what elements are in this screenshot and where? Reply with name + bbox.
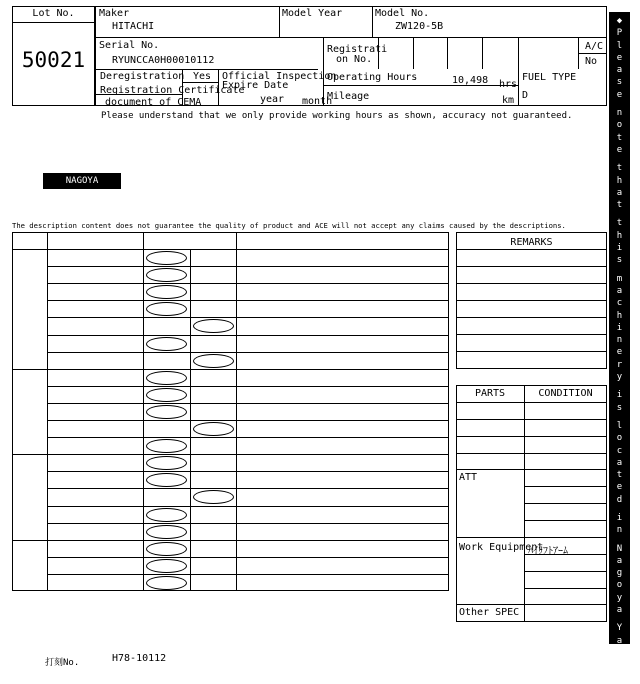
serial-label: Serial No. (99, 40, 160, 51)
table-row-divider (47, 574, 449, 575)
sidebar-char: n (616, 335, 623, 346)
ok-selected-oval (146, 559, 187, 573)
sidebar-char: y (616, 372, 623, 383)
sidebar-char: c (616, 298, 623, 309)
sidebar-char: m (616, 273, 623, 284)
table-row-divider (47, 523, 449, 524)
work-equipment-value: ﾊｲﾘﾌﾄｱｰﾑ (528, 546, 568, 557)
remarks-box-header: REMARKS (510, 237, 553, 248)
inspection-label-1: Official Inspection (222, 71, 337, 82)
table-row-divider (47, 266, 449, 267)
group-label (12, 454, 47, 540)
sidebar-char: y (616, 592, 623, 603)
location-sidebar (609, 12, 630, 683)
deregistration-label: Deregistration (100, 71, 185, 82)
sidebar-char: r (616, 647, 623, 658)
sidebar-char: t (616, 132, 623, 143)
stamp-value: H78-10112 (112, 653, 167, 664)
poor-selected-oval (193, 354, 234, 368)
group-divider (12, 540, 449, 541)
hrs-unit: hrs (499, 79, 518, 90)
sidebar-char: l (616, 420, 623, 431)
sidebar-char: Y (616, 623, 623, 634)
ok-selected-oval (146, 337, 187, 351)
sidebar-char: e (616, 89, 623, 100)
sidebar-char: t (616, 200, 623, 211)
sidebar-char: g (616, 568, 623, 579)
sidebar-char: t (616, 163, 623, 174)
sidebar-char: P (616, 28, 623, 39)
sidebar-char: a (616, 635, 623, 646)
sidebar-char: a (616, 187, 623, 198)
sidebar-char: N (616, 543, 623, 554)
sidebar-char: r (616, 359, 623, 370)
sidebar-char: s (616, 255, 623, 266)
year-label: year (260, 94, 285, 105)
registration-label-1: Registrati (327, 44, 388, 55)
sidebar-char: c (616, 445, 623, 456)
sidebar-char: e (616, 347, 623, 358)
sidebar-char: a (616, 457, 623, 468)
disclaimer: The description content does not guarantee the quality of product and ACE will not accept any claims caused by the descriptions. (12, 221, 566, 230)
sidebar-char: i (616, 322, 623, 333)
work-equipment-label: Work Equipment (459, 542, 544, 553)
fuel-type-label: FUEL TYPE (522, 72, 577, 83)
ok-selected-oval (146, 388, 187, 402)
maker-value: HITACHI (112, 21, 155, 32)
att-label: ATT (459, 472, 478, 483)
op-hours-value: 10,498 (452, 75, 489, 86)
lot-label: Lot No. (32, 8, 75, 19)
group-divider (12, 454, 449, 455)
poor-selected-oval (193, 422, 234, 436)
sidebar-char: d (616, 494, 623, 505)
ok-selected-oval (146, 371, 187, 385)
sidebar-char: a (616, 555, 623, 566)
sidebar-char: a (616, 65, 623, 76)
other-spec-label: Other SPEC (459, 607, 520, 618)
sidebar-char: s (616, 402, 623, 413)
sidebar-char: o (616, 433, 623, 444)
sidebar-char: s (616, 77, 623, 88)
sidebar-char: h (616, 310, 623, 321)
table-row-divider (47, 403, 449, 404)
table-row-divider (47, 317, 449, 318)
ok-selected-oval (146, 525, 187, 539)
deregistration-value: Yes (193, 71, 212, 82)
sidebar-char: o (616, 120, 623, 131)
group-label (12, 249, 47, 369)
condition-table-border (12, 232, 449, 591)
table-row-divider (47, 420, 449, 421)
sidebar-char: ◆ (616, 672, 623, 683)
km-unit: km (502, 95, 515, 106)
model-year-label: Model Year (282, 8, 343, 19)
ok-selected-oval (146, 508, 187, 522)
registration-label-2: on No. (336, 54, 373, 65)
parts-header: PARTS (474, 388, 506, 399)
sidebar-char: o (616, 580, 623, 591)
ac-value: No (585, 56, 598, 67)
sidebar-char: ◆ (616, 16, 623, 26)
sidebar-char: i (616, 512, 623, 523)
sidebar-char: d (616, 660, 623, 671)
maker-label: Maker (99, 8, 130, 19)
location-badge: NAGOYA (43, 173, 121, 189)
table-row-divider (47, 437, 449, 438)
table-row-divider (47, 488, 449, 489)
inspection-label-2: Expire Date (222, 80, 289, 91)
table-column-divider (236, 232, 237, 591)
ok-selected-oval (146, 542, 187, 556)
group-divider (12, 369, 449, 370)
sidebar-char: a (616, 285, 623, 296)
group-label (12, 369, 47, 461)
reg-cert-label: Registration Certificate (100, 85, 245, 96)
sidebar-char: h (616, 230, 623, 241)
table-row-divider (47, 471, 449, 472)
ac-label: A/C (585, 41, 604, 52)
op-hours-label: Operating Hours (327, 72, 418, 83)
table-column-divider (143, 232, 144, 591)
ok-selected-oval (146, 439, 187, 453)
table-header-divider (12, 249, 449, 250)
ok-selected-oval (146, 251, 187, 265)
ok-selected-oval (146, 268, 187, 282)
table-row-divider (47, 506, 449, 507)
mileage-label: Mileage (327, 91, 370, 102)
sidebar-char: a (616, 605, 623, 616)
sidebar-char: i (616, 243, 623, 254)
sidebar-char: i (616, 390, 623, 401)
table-column-divider (47, 232, 48, 591)
cema-label: document of CEMA (105, 97, 202, 108)
ok-selected-oval (146, 405, 187, 419)
ok-selected-oval (146, 576, 187, 590)
fuel-type-value: D (522, 90, 529, 101)
sidebar-char: t (616, 470, 623, 481)
hours-notice: Please understand that we only provide working hours as shown, accuracy not guaranteed. (101, 111, 573, 121)
stamp-label: 打刻No. (45, 658, 80, 668)
table-row-divider (47, 557, 449, 558)
table-row-divider (47, 386, 449, 387)
sidebar-char: n (616, 108, 623, 119)
table-row-divider (47, 300, 449, 301)
month-label: month (302, 96, 333, 107)
sidebar-char: h (616, 175, 623, 186)
sidebar-char: n (616, 525, 623, 536)
table-row-divider (47, 352, 449, 353)
sidebar-char: e (616, 482, 623, 493)
sidebar-char: e (616, 52, 623, 63)
table-row-divider (47, 335, 449, 336)
serial-value: RYUNCCA0H00010112 (112, 55, 215, 66)
table-row-divider (47, 283, 449, 284)
lot-number: 50021 (21, 48, 86, 72)
model-no-value: ZW120-5B (395, 21, 444, 32)
sidebar-char: e (616, 144, 623, 155)
group-label (12, 540, 47, 591)
model-no-label: Model No. (375, 8, 430, 19)
condition-header: CONDITION (538, 388, 593, 399)
sidebar-char: l (616, 40, 623, 51)
sidebar-char: t (616, 218, 623, 229)
